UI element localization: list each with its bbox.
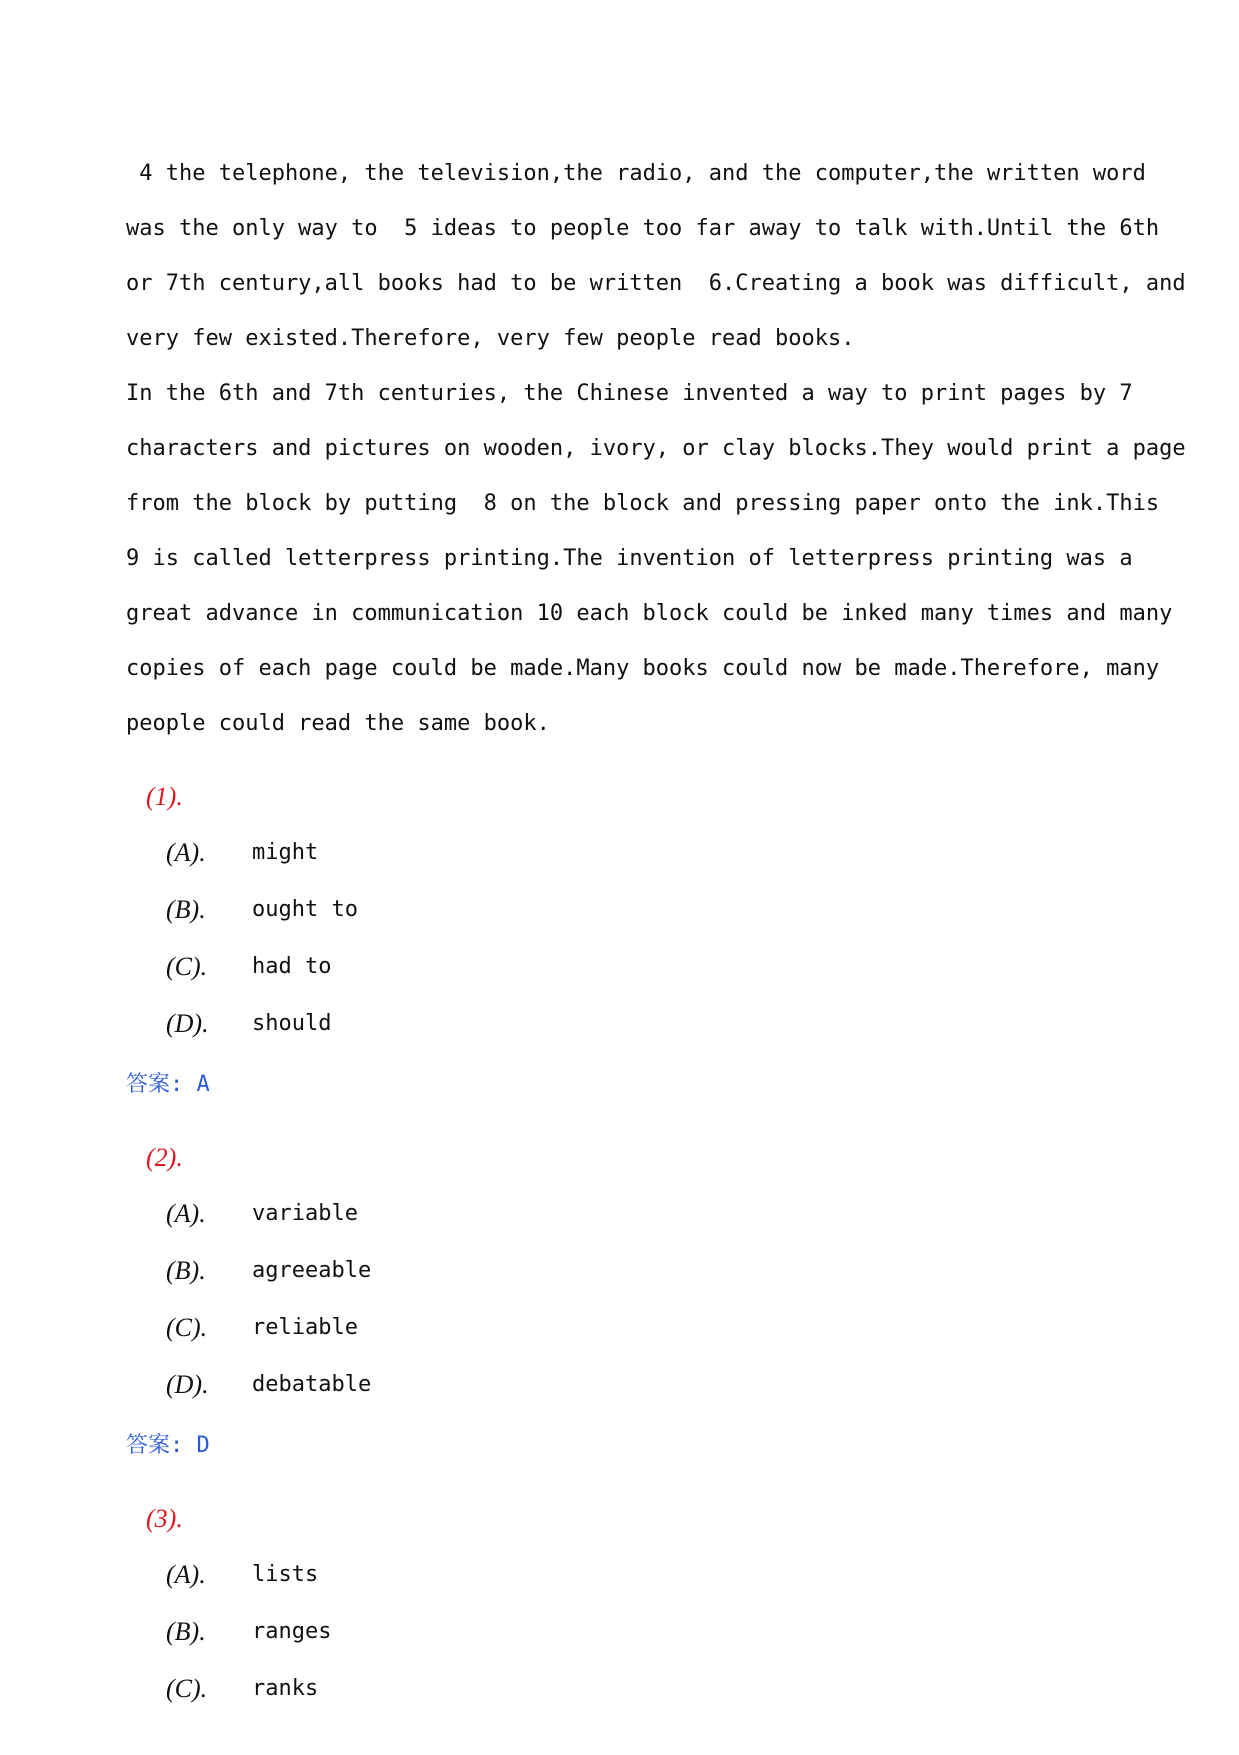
option-letter: (D). [166, 1009, 209, 1038]
option-text: ought to [252, 897, 358, 922]
answer-label: 答案: A [126, 1072, 210, 1097]
option-text: should [252, 1011, 332, 1036]
option-text: debatable [252, 1372, 372, 1397]
question-number: (3). [146, 1504, 183, 1533]
option-text: lists [252, 1562, 319, 1587]
option-text: had to [252, 954, 332, 979]
option-letter: (A). [166, 1199, 206, 1228]
option-letter: (C). [166, 952, 208, 981]
option-letter: (A). [166, 838, 206, 867]
option-text: agreeable [252, 1258, 372, 1283]
option-letter: (B). [166, 1617, 206, 1646]
reading-passage [126, 146, 1199, 751]
option-text: variable [252, 1201, 358, 1226]
option-letter: (B). [166, 1256, 206, 1285]
passage-paragraph-2: In the 6th and 7th centuries, the Chinese invented a way to print pages by 7 characters and pictures on wooden, ivory, or clay blocks.They would print a page from the block by putting 8 on the block and pressing paper onto the ink.This 9 is called letterpress printing.The invention of letterpress printing was a great advance in communication 10 each block could be inked many times and many copies of each page could be made.Many books could now be made.Therefore, many people could read the same book. [126, 381, 1199, 736]
option-letter: (A). [166, 1560, 206, 1589]
question-number: (2). [146, 1143, 183, 1172]
answer-label: 答案: D [126, 1433, 210, 1458]
option-text: ranges [252, 1619, 332, 1644]
option-text: ranks [252, 1676, 319, 1701]
question-number: (1). [146, 782, 183, 811]
option-text: reliable [252, 1315, 358, 1340]
option-letter: (C). [166, 1313, 208, 1342]
option-text: might [252, 840, 319, 865]
option-letter: (D). [166, 1370, 209, 1399]
passage-paragraph-1: 4 the telephone, the television,the radio, and the computer,the written word was the only way to 5 ideas to people too far away to talk with.Until the 6th or 7th century,all books had to be written 6.Creating a book was difficult, and very few existed.Therefore, very few people read books. [126, 161, 1199, 351]
option-letter: (B). [166, 895, 206, 924]
option-letter: (C). [166, 1674, 208, 1703]
